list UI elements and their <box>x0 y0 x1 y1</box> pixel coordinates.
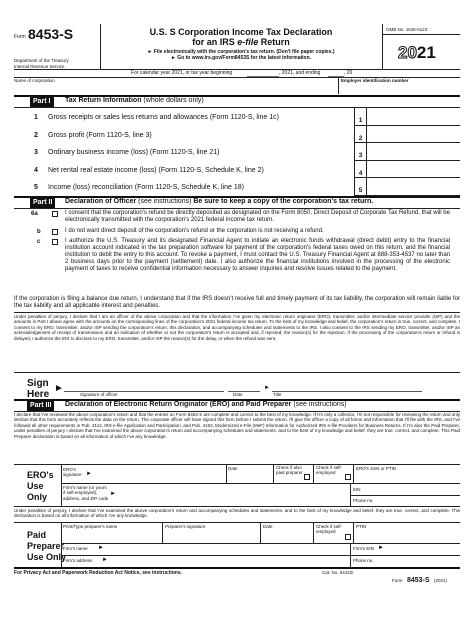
part1-line-text: Gross receipts or sales less returns and allowances (Form 1120-S, line 1c) <box>48 114 279 121</box>
checkbox-6b[interactable] <box>52 229 58 235</box>
ero-ssn-field[interactable] <box>356 472 460 482</box>
part2-title-bold: Be sure to keep a copy of the corporation's tax return. <box>193 198 374 205</box>
form-label: Form <box>14 34 26 40</box>
preparer-date-field[interactable] <box>263 530 311 542</box>
ero-use-only <box>27 470 54 503</box>
preparer-top-rule <box>14 522 460 523</box>
header-divider-right <box>382 24 383 69</box>
officer-title-line <box>272 391 422 392</box>
corp-name-label: Name of corporation <box>14 78 55 83</box>
sign-label: Sign <box>27 378 49 389</box>
footer-form-number: 8453-S <box>406 577 430 584</box>
officer-perjury-text: Under penalties of perjury, I declare that I am an officer of the above corporation and that the information I've given my electronic return originator (ERO), transmitter, and/or intermediate service provider (ISP) and the amounts in Part I above agree with the amounts on the corresponding lines of the corporation's 2021 federal income tax return. To the best of my knowledge and belief, the corporation's return is true, correct, and complete. I consent to my ERO, transmitter, and/or ISP sending the corporation's return, this declaration, and accompanying schedules and statements to the IRS. I also consent to the IRS sending my ERO, transmitter, and/or ISP an acknowledgement of receipt of transmission and an indication of whether or not the corporation's return is accepted and, if rejected, the reason(s) for the rejection. If the processing of the corporation's return or refund is delayed, I authorize the IRS to disclose to my ERO, transmitter, and/or ISP the reason(s) for the delay, or when the refund was sent. <box>14 314 460 341</box>
ein-label: Employer identification number <box>341 78 409 83</box>
part1-title-note: (whole dollars only) <box>141 97 204 104</box>
part1-label: Part I <box>30 97 54 107</box>
part1-line-box-number: 3 <box>354 142 366 160</box>
balance-due-text: If the corporation is filing a balance due return, I understand that if the IRS doesn't receive full and timely payment of its tax liability, the corporation will remain liable for the tax liability and all applicable interest and penalties. <box>14 296 460 309</box>
preparer-perjury-text: Under penalties of perjury, I declare that I've examined the above corporation's return and accompanying schedules and statements, and to the best of my knowledge and belief, they are true, correct, and complete. This declaration is based on all information of which I've any knowledge. <box>14 508 460 519</box>
preparer-line: Preparer <box>27 541 65 551</box>
title-line-2-efile: e-file <box>237 37 259 47</box>
ero-declaration-text: I declare that I've reviewed the above corporation's return and that the entries on Form 8453-S are complete and correct to the best of my knowledge. If I'm only a collector, I'm not responsible for reviewing the return and only declare that this form accurately reflects the data on the return. The corporate officer will have signed this form before I submit the return. I'll give the officer a copy of all forms and information that I'll file with the IRS, and I've followed all other requirements in Pub. 3112, IRS e-file Application and Participation, and Pub. 4163, Modernized e-File (MeF) Information for Authorized IRS e-file Providers for Business Returns. If I'm also the Paid Preparer, under penalties of perjury I declare that I've examined the above corporation's return and accompanying schedules and statements, and to the best of my knowledge and belief, they are true, correct, and complete. This Paid Preparer declaration is based on all information of which I've any knowledge. <box>14 412 460 439</box>
ero-check-self-label: Check if self-employed <box>316 465 343 476</box>
tax-year-suffix: 21 <box>416 43 436 62</box>
print-name-label: Print/Type preparer's name <box>63 524 118 529</box>
corp-name-field[interactable] <box>14 84 338 94</box>
agency: Internal Revenue Service <box>14 64 65 69</box>
officer-signature-label: Signature of officer <box>80 392 118 397</box>
line-6a-text: I consent that the corporation's refund be directly deposited as designated on the Form 8050, Direct Deposit of Corporate Tax Refund, that will be electronically transmitted with the corporation's 2021 federal income tax return. <box>65 210 450 223</box>
part1-line-text: Income (loss) reconciliation (Form 1120-S, Schedule K, line 18) <box>48 184 244 192</box>
ero-date-field[interactable] <box>228 472 272 482</box>
preparer-left-divider <box>61 522 62 567</box>
footer-form-id <box>392 569 447 587</box>
instruction-2: ► Go to www.irs.gov/Form8453S for the latest information. <box>170 55 312 61</box>
form-title <box>100 27 382 61</box>
prep-ptin-label: PTIN <box>356 524 367 529</box>
line-6c-text: I authorize the U.S. Treasury and its designated Financial Agent to initiate an electronic funds withdrawal (direct debit) entry to the financial institution account indicated in the tax preparation software for payment of the corporation's federal taxes owed on this return, and the financial institution to debit the entry to this account. To revoke a payment, I must contact the U.S. Treasury Financial Agent at 888-353-4537 no later than 2 business days prior to the payment (settlement) date. I also authorize the financial institutions involved in the processing of the electronic payment of taxes to receive confidential information necessary to answer inquiries and resolve issues related to the payment. <box>65 238 450 272</box>
firm-name-field[interactable] <box>106 544 350 554</box>
here-label: Here <box>27 389 50 400</box>
prep-date-divider <box>260 522 261 543</box>
year-ending-text: , 2021, and ending <box>279 70 321 76</box>
sign-arrow-icon: ► <box>54 383 64 394</box>
ero-use-line-2: Use <box>27 481 44 491</box>
part1-line-box-number: 1 <box>354 107 366 125</box>
officer-date-field[interactable] <box>228 380 260 391</box>
part1-line-number: 1 <box>34 114 38 121</box>
ero-check-self-box[interactable] <box>345 474 351 480</box>
instruction-1: ► File electronically with the corporation's tax return. (Don't file paper copies.) <box>147 49 335 55</box>
part1-amount-field[interactable] <box>366 160 460 178</box>
department: Department of the Treasury <box>14 58 69 63</box>
firm-address-label: Firm's address <box>63 558 93 563</box>
title-line-2-suffix: Return <box>258 37 290 47</box>
part2-title <box>65 198 373 207</box>
part1-line-box-number: 4 <box>354 160 366 178</box>
ero-top-rule <box>14 464 460 465</box>
line-6c-number: c <box>37 239 41 245</box>
ero-bottom-rule <box>14 506 460 507</box>
part3-label: Part III <box>27 401 54 411</box>
firm-ein-field[interactable] <box>386 544 460 554</box>
part1-title-text: Tax Return Information <box>65 97 142 104</box>
footer-form-year: (2021) <box>433 578 447 583</box>
firm-ein-label: Firm's EIN <box>353 546 374 551</box>
ero-mid-rule <box>61 483 460 484</box>
title-line-1: U.S. S Corporation Income Tax Declaration <box>149 27 333 37</box>
ero-use-line-1: ERO's <box>27 470 54 480</box>
form-number: 8453-S <box>28 26 74 42</box>
part1-title <box>65 97 204 106</box>
ero-signature-label <box>63 467 83 478</box>
title-arrow-icon: ► <box>264 385 270 391</box>
part3-title-text: Declaration of Electronic Return Originator (ERO) and Paid Preparer <box>65 401 292 408</box>
part1-amount-field[interactable] <box>366 177 460 195</box>
ero-paid-divider <box>273 464 274 483</box>
officer-title-label: Title <box>273 392 282 397</box>
prep-phone-field[interactable] <box>378 556 460 566</box>
cat-number: Cat. No. 64422I <box>322 570 354 575</box>
part1-line-text: Gross profit (Form 1120-S, line 3) <box>48 131 152 139</box>
firm-address-field[interactable] <box>110 556 350 566</box>
ero-phone-field[interactable] <box>378 496 460 505</box>
part1-line-number: 2 <box>34 131 38 139</box>
part1-line-box-number: 5 <box>354 177 366 195</box>
prep-sig-label: Preparer's signature <box>165 524 206 529</box>
paid-line: Paid <box>27 530 47 540</box>
ero-check-paid-label: Check if also paid preparer <box>276 465 303 476</box>
part1-amount-field[interactable] <box>366 142 460 160</box>
part2-title-text: Declaration of Officer <box>65 198 137 205</box>
ero-signature-field[interactable] <box>94 466 224 482</box>
omb-rule <box>382 34 460 35</box>
ero-firm-label: Firm's name (or yours if self-employed), address, and ZIP code <box>63 485 109 501</box>
calendar-year-text: For calendar year 2021, or tax year beginning <box>131 70 233 76</box>
part3-title-note: (see instructions) <box>291 401 347 408</box>
firm-name-label: Firm's name <box>63 546 88 551</box>
checkbox-6c[interactable] <box>52 239 58 245</box>
part2-header-rule <box>14 208 460 209</box>
prep-date-label: Date <box>263 524 273 529</box>
use-only-line: Use Only <box>27 552 67 562</box>
tax-year-prefix: 20 <box>398 43 417 62</box>
ero-ein-field[interactable] <box>366 485 460 494</box>
prep-sig-divider <box>162 522 163 543</box>
prep-check-self-box[interactable] <box>345 534 351 540</box>
title-line-2-prefix: for an IRS <box>192 37 238 47</box>
balance-due-rule <box>14 312 460 313</box>
ero-firm-arrow-icon: ► <box>110 491 116 497</box>
ero-use-line-3: Only <box>27 492 48 502</box>
preparer-ptin-field[interactable] <box>356 530 460 542</box>
ero-firm-field[interactable] <box>118 485 350 505</box>
part3-title <box>65 401 347 410</box>
part1-line-text: Ordinary business income (loss) (Form 1120-S, line 21) <box>48 149 220 157</box>
rule-calendar-top <box>14 69 460 70</box>
ein-field[interactable] <box>341 84 460 94</box>
part1-amount-field[interactable] <box>366 125 460 143</box>
officer-signature-field[interactable] <box>64 380 224 391</box>
part2-title-note: (see instructions) <box>136 198 194 205</box>
part1-line-text: Net rental real estate income (loss) (Form 1120-S, Schedule K, line 2) <box>48 166 264 174</box>
prep-ptin-divider <box>353 522 354 543</box>
preparer-signature-field[interactable] <box>165 530 259 542</box>
ero-ssn-label: ERO's SSN or PTIN <box>356 466 397 471</box>
ero-left-divider <box>61 464 62 506</box>
ero-date-divider <box>226 464 227 483</box>
line-6b-text: I do not want direct deposit of the corporation's refund or the corporation is not receiving a refund. <box>65 228 324 234</box>
sign-top-rule <box>14 372 460 373</box>
officer-date-label: Date <box>233 392 243 397</box>
tax-year <box>398 44 436 62</box>
ero-phone-label: Phone no. <box>353 498 374 503</box>
ero-signature-label-text: ERO's signature <box>63 467 82 478</box>
ero-date-label: Date <box>228 466 238 471</box>
ero-self-divider <box>313 464 314 483</box>
line-6b-number: b <box>37 229 41 235</box>
ero-ssn-divider <box>353 464 354 483</box>
footer-form-prefix: Form <box>392 578 403 583</box>
part1-line-box-number: 2 <box>354 125 366 143</box>
line-6a-number: 6a <box>31 211 38 217</box>
firm-ein-arrow-icon: ► <box>378 545 384 551</box>
ero-sig-arrow-icon: ► <box>86 471 92 477</box>
part1-amount-field[interactable] <box>366 107 460 125</box>
checkbox-6a[interactable] <box>52 211 58 217</box>
firm-address-arrow-icon: ► <box>102 557 108 563</box>
ero-ein-label: EIN <box>353 487 361 492</box>
preparer-name-field[interactable] <box>63 530 161 542</box>
officer-title-field[interactable] <box>272 380 422 391</box>
part1-line-number: 5 <box>34 184 38 192</box>
ero-check-paid-box[interactable] <box>304 474 310 480</box>
privacy-notice: For Privacy Act and Paperwork Reduction Act Notice, see instructions. <box>14 570 183 576</box>
prep-phone-label: Phone no. <box>353 558 374 563</box>
part1-line-number: 3 <box>34 149 38 157</box>
year-suffix-text: , 20 <box>344 70 353 76</box>
part1-line-number: 4 <box>34 166 38 174</box>
prep-self-divider <box>313 522 314 543</box>
part2-label: Part II <box>30 198 55 208</box>
omb-number: OMB No. 1545-0123 <box>386 27 428 32</box>
firm-name-arrow-icon: ► <box>98 545 104 551</box>
ein-divider <box>338 77 339 94</box>
title-line-2 <box>100 37 382 47</box>
prep-check-self-label: Check if self-employed <box>316 524 343 535</box>
